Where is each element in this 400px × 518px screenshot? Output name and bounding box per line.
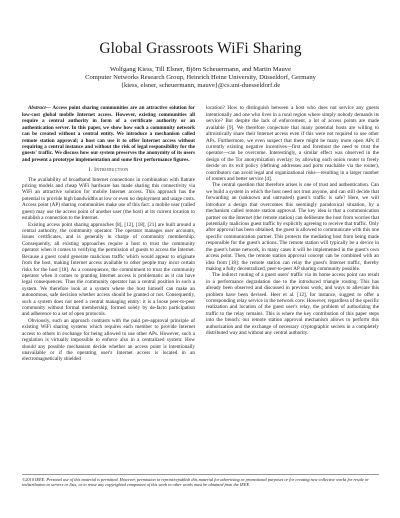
intro-paragraph-2: Existing access point sharing approaches [8], [12], [18], [21] are built around a central authority, the community operator. The operator manages user accounts, issues certificates, and is generally in charge of community membership. Consequently, all existing approaches require a host to trust the community operator when it comes to verifying the permission of guests to access the Internet. Because a guest could generate malicious traffic which would appear to originate from the host, making Internet access available to other people may incur certain risks for the host [18]. As a consequence, the commitment to trust the community operator when it comes to granting Internet access is problematic as it can have legal consequences. Thus the community operator has a central position in such a system. We therefore look at a system where the host himself can make an autonomous, safe decision whether access should be granted or not. Consequently, such a system does not need a central managing entity: it is a loose peer-to-peer community without formal membership, formed solely by de-facto participation and adherence to a set of open protocols.: [22, 221, 195, 318]
section-heading: I. Introduction: [88, 167, 129, 174]
author-emails: {kiess, elsner, scheuermann, mauve}@cs.uni-duesseldorf.de: [120, 81, 281, 89]
right-column: [206, 105, 379, 362]
intro-paragraph-3: Obviously, such an approach contrasts with the paid pre-approval principle of existing WiFi sharing systems which requires each member to provide Internet access to others in exchange for being allowed to use other APs. However, such a regulation is virtually impossible to enforce also in a centralized system: How should any possible mechanism decide whether an access point is intentionally unavailable or if the operating user's Internet access is located in an electromagnetically shielded: [22, 317, 195, 363]
right-paragraph-3: The indirect routing of a guest users' traffic via its home access point can result in a performance degradation due to the introduced triangle routing. This has already been observed and discussed in previous work, and ways to alleviate this problem have been devised. Heer et al. [12], for instance, suggest to offer a corresponding relay service in the network core. However, regardless of the specific realization and location of the guest user's relay, the problem of authorizing the traffic to the relay remains. This is where the key contribution of this paper steps into the breach: our remote station approval mechanism allows to perform this authorization and the exchange of necessary cryptographic secrets in a completely distributed way and without any central authority.: [206, 272, 379, 337]
paper-title: Global Grassroots WiFi Sharing: [99, 40, 302, 57]
author-names: Wolfgang Kiess, Till Elsner, Björn Scheuermann, and Martin Mauve: [109, 66, 292, 73]
abstract-lead: Abstract: [28, 105, 46, 112]
abstract-text: — Access point sharing communities are an attractive solution for low-cost global mobile Internet access. However, existing communities all require a central authority in form of a certificate authority or an authentication server. In this paper, we show how such a community network can be created without a central entity. We introduce a mechanism called remote station approval; a host can use it to offer Internet access without requiring a central instance and without the risk of legal responsibility for the guests' traffic. We discuss how our system preserves the anonymity of its users and present a prototype implementation and some first performance figures.: [22, 105, 195, 163]
abstract: [22, 105, 195, 163]
intro-paragraph-1: The availability of broadband Internet connections in combination with flatrate pricing models and cheap WiFi hardware has made sharing this connectivity via WiFi an attractive solution for mobile Internet access. This approach has the potential to provide high bandwidths at low or even no deployment and usage costs. Access point (AP) sharing communities make use of this fact: a mobile user (called guest) may use the access point of another user (the host) at its current location to establish a connection to the Internet.: [22, 176, 195, 222]
copyright-footnote: ©2010 IEEE. Personal use of this material is permitted. However, permission to reprint/republish this material for advertising or promotional purposes or for creating new collective works for resale or redistribution to servers or lists, or to reuse any copyrighted component of this work in other works must be obtained from the IEEE.: [22, 474, 379, 488]
right-paragraph-2: The central question that therefore arises is one of trust and authentication. Can we build a system in which the host need not trust anyone, and can still decide that forwarding an (unknown and untrusted) guest's traffic is safe? Here, we will introduce a design that overcomes this seemingly paradoxical situation, by a mechanism called remote station approval. The key idea is that a communication partner on the Internet (the remote station) can deliberate the host from worries that potentially malicious guest traffic by explicitly agreeing to receive that traffic. Only after approval has been obtained, the guest is allowed to communicate with this one specific communication partner. This protects the mediating host from being made responsible for the guest's actions. The remote station will typically be a device in the guest's home network, in many cases it will be implemented in the guest's own access point. Then, the remote station approval concept can be combined with an idea from [18]: the remote station can relay the guest's Internet traffic, thereby making a fully decentralized, peer-to-peer AP sharing community possible.: [206, 182, 379, 272]
body-columns: [22, 105, 379, 362]
left-column: [22, 105, 195, 362]
right-paragraph-1: location? How to distinguish between a host who does not service any guests intentionally and one who lives in a rural region where simply nobody demands its service? But despite the lack of enforcement, a lot of access points are made available [9]. We therefore conjecture that many potential hosts are willing to altruistically share their Internet access even if this were not required to use other APs. Furthermore, we even suspect that there might be many more open APs if currently existing negative incentives—first and foremost the need to trust the operator—can be overcome. Interestingly, a similar effect was observed in the design of the Tor anonymization overlay: by allowing each onion router to freely decide on its exit policy (defining addresses and ports reachable via the router), contributors can avoid legal and organizational risks—resulting in a larger number of routers and better service [4].: [206, 105, 379, 183]
author-affiliation: Computer Networks Research Group, Heinrich Heine University, Düsseldorf, Germany: [85, 73, 316, 81]
author-block: [22, 66, 379, 89]
